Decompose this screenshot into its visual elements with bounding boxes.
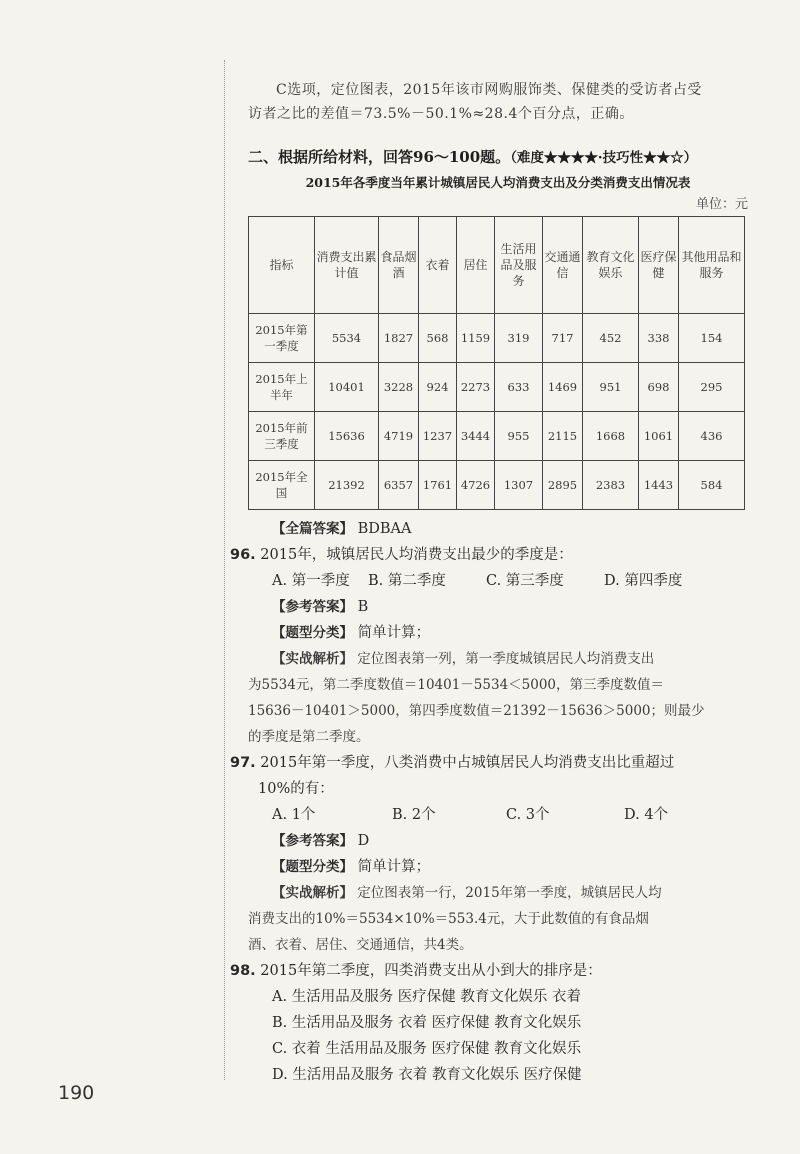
table-cell: 924 — [419, 363, 457, 412]
q96-analysis-line-2: 为5534元，第二季度数值＝10401－5534＜5000，第三季度数值＝ — [248, 677, 665, 693]
table-cell: 633 — [495, 363, 543, 412]
row-label: 2015年全国 — [249, 461, 315, 510]
option-c: C. 衣着 生活用品及服务 医疗保健 教育文化娱乐 — [272, 1041, 582, 1057]
q97-type — [248, 854, 748, 880]
consumption-table — [248, 216, 745, 510]
table-cell: 1827 — [379, 314, 419, 363]
section-heading — [248, 146, 748, 167]
table-header-row — [249, 217, 745, 314]
row-label: 2015年上半年 — [249, 363, 315, 412]
header-cell: 医疗保健 — [639, 217, 679, 314]
option-c: C. 第三季度 — [486, 573, 564, 589]
q97-analysis-line-2: 消费支出的10%＝5534×10%＝553.4元，大于此数值的有食品烟 — [248, 911, 649, 927]
analysis-text: 定位图表第一行，2015年第一季度，城镇居民人均 — [357, 885, 662, 901]
table-cell: 10401 — [315, 363, 379, 412]
table-row — [249, 314, 745, 363]
question-97 — [230, 750, 748, 776]
table-cell: 21392 — [315, 461, 379, 510]
table-cell: 2115 — [543, 412, 583, 461]
intro-line-2: 访者之比的差值＝73.5%－50.1%≈28.4个百分点，正确。 — [248, 106, 634, 122]
answer-value: B — [357, 599, 369, 615]
table-unit: 单位：元 — [695, 197, 748, 212]
table-cell: 436 — [679, 412, 745, 461]
table-cell: 3228 — [379, 363, 419, 412]
table-title: 2015年各季度当年累计城镇居民人均消费支出及分类消费支出情况表 — [305, 175, 691, 190]
question-97-options — [248, 802, 748, 828]
option-d: D. 第四季度 — [604, 573, 683, 589]
table-cell: 5534 — [315, 314, 379, 363]
page-content — [230, 78, 748, 1088]
question-97-stem-cont: 10%的有： — [258, 781, 334, 797]
header-cell: 交通通信 — [543, 217, 583, 314]
q96-analysis-line-1 — [248, 646, 748, 672]
full-answer — [248, 516, 748, 542]
question-number: 96. — [230, 547, 256, 563]
intro-line-1: C选项，定位图表，2015年该市网购服饰类、保健类的受访者占受 — [276, 82, 702, 98]
row-label: 2015年第一季度 — [249, 314, 315, 363]
question-96 — [230, 542, 748, 568]
table-cell: 15636 — [315, 412, 379, 461]
option-d: D. 生活用品及服务 衣着 教育文化娱乐 医疗保健 — [272, 1067, 582, 1083]
table-cell: 338 — [639, 314, 679, 363]
header-cell: 生活用品及服务 — [495, 217, 543, 314]
table-cell: 6357 — [379, 461, 419, 510]
q97-answer — [248, 828, 748, 854]
option-a: A. 生活用品及服务 医疗保健 教育文化娱乐 衣着 — [272, 989, 582, 1005]
header-cell: 指标 — [249, 217, 315, 314]
type-tag: 【题型分类】 — [272, 859, 353, 875]
option-b: B. 第二季度 — [368, 573, 446, 589]
option-b: B. 生活用品及服务 衣着 医疗保健 教育文化娱乐 — [272, 1015, 582, 1031]
table-cell: 955 — [495, 412, 543, 461]
analysis-text: 定位图表第一列，第一季度城镇居民人均消费支出 — [357, 651, 655, 667]
option-d: D. 4个 — [624, 807, 669, 823]
table-row — [249, 363, 745, 412]
section-heading-text: 二、根据所给材料，回答96～100题。 — [248, 148, 511, 166]
header-cell: 教育文化娱乐 — [583, 217, 639, 314]
analysis-tag: 【实战解析】 — [272, 885, 353, 901]
q96-type — [248, 620, 748, 646]
answer-tag: 【参考答案】 — [272, 599, 353, 615]
header-cell: 食品烟酒 — [379, 217, 419, 314]
q97-analysis-line-1 — [248, 880, 748, 906]
option-a: A. 1个 — [272, 807, 316, 823]
table-cell: 1307 — [495, 461, 543, 510]
table-cell: 717 — [543, 314, 583, 363]
q96-answer — [248, 594, 748, 620]
table-cell: 1469 — [543, 363, 583, 412]
table-cell: 584 — [679, 461, 745, 510]
table-cell: 698 — [639, 363, 679, 412]
table-cell: 295 — [679, 363, 745, 412]
table-cell: 568 — [419, 314, 457, 363]
option-a: A. 第一季度 — [272, 573, 350, 589]
answer-value: D — [357, 833, 370, 849]
option-c: C. 3个 — [506, 807, 550, 823]
question-stem: 2015年第二季度，四类消费支出从小到大的排序是： — [260, 963, 602, 979]
table-cell: 2895 — [543, 461, 583, 510]
margin-line — [224, 60, 235, 1080]
header-cell: 消费支出累计值 — [315, 217, 379, 314]
type-value: 简单计算； — [357, 859, 431, 875]
table-cell: 1159 — [457, 314, 495, 363]
answer-tag: 【参考答案】 — [272, 833, 353, 849]
analysis-tag: 【实战解析】 — [272, 651, 353, 667]
type-tag: 【题型分类】 — [272, 625, 353, 641]
q96-analysis-line-4: 的季度是第二季度。 — [248, 729, 370, 745]
table-cell: 154 — [679, 314, 745, 363]
table-cell: 1237 — [419, 412, 457, 461]
header-cell: 居住 — [457, 217, 495, 314]
type-value: 简单计算； — [357, 625, 431, 641]
q97-analysis-line-3: 酒、衣着、居住、交通通信，共4类。 — [248, 937, 473, 953]
table-cell: 319 — [495, 314, 543, 363]
page-number: 190 — [58, 1082, 95, 1104]
option-b: B. 2个 — [392, 807, 436, 823]
table-cell: 4719 — [379, 412, 419, 461]
table-cell: 951 — [583, 363, 639, 412]
question-stem: 2015年，城镇居民人均消费支出最少的季度是： — [260, 547, 573, 563]
table-cell: 1443 — [639, 461, 679, 510]
table-row — [249, 412, 745, 461]
question-number: 98. — [230, 963, 256, 979]
question-96-options — [248, 568, 748, 594]
question-98 — [230, 958, 748, 984]
full-answer-tag: 【全篇答案】 — [272, 521, 353, 537]
table-cell: 1061 — [639, 412, 679, 461]
answers-block — [230, 516, 748, 1088]
header-cell: 衣着 — [419, 217, 457, 314]
difficulty-rating: （难度★★★★·技巧性★★☆） — [510, 150, 698, 166]
table-row — [249, 461, 745, 510]
table-cell: 1761 — [419, 461, 457, 510]
q96-analysis-line-3: 15636－10401＞5000，第四季度数值＝21392－15636＞5000；则最少 — [248, 703, 705, 719]
table-cell: 452 — [583, 314, 639, 363]
table-cell: 1668 — [583, 412, 639, 461]
header-cell: 其他用品和服务 — [679, 217, 745, 314]
table-cell: 2273 — [457, 363, 495, 412]
full-answer-value: BDBAA — [357, 521, 412, 537]
question-stem: 2015年第一季度，八类消费中占城镇居民人均消费支出比重超过 — [260, 755, 675, 771]
question-number: 97. — [230, 755, 256, 771]
table-cell: 4726 — [457, 461, 495, 510]
table-cell: 2383 — [583, 461, 639, 510]
row-label: 2015年前三季度 — [249, 412, 315, 461]
table-cell: 3444 — [457, 412, 495, 461]
